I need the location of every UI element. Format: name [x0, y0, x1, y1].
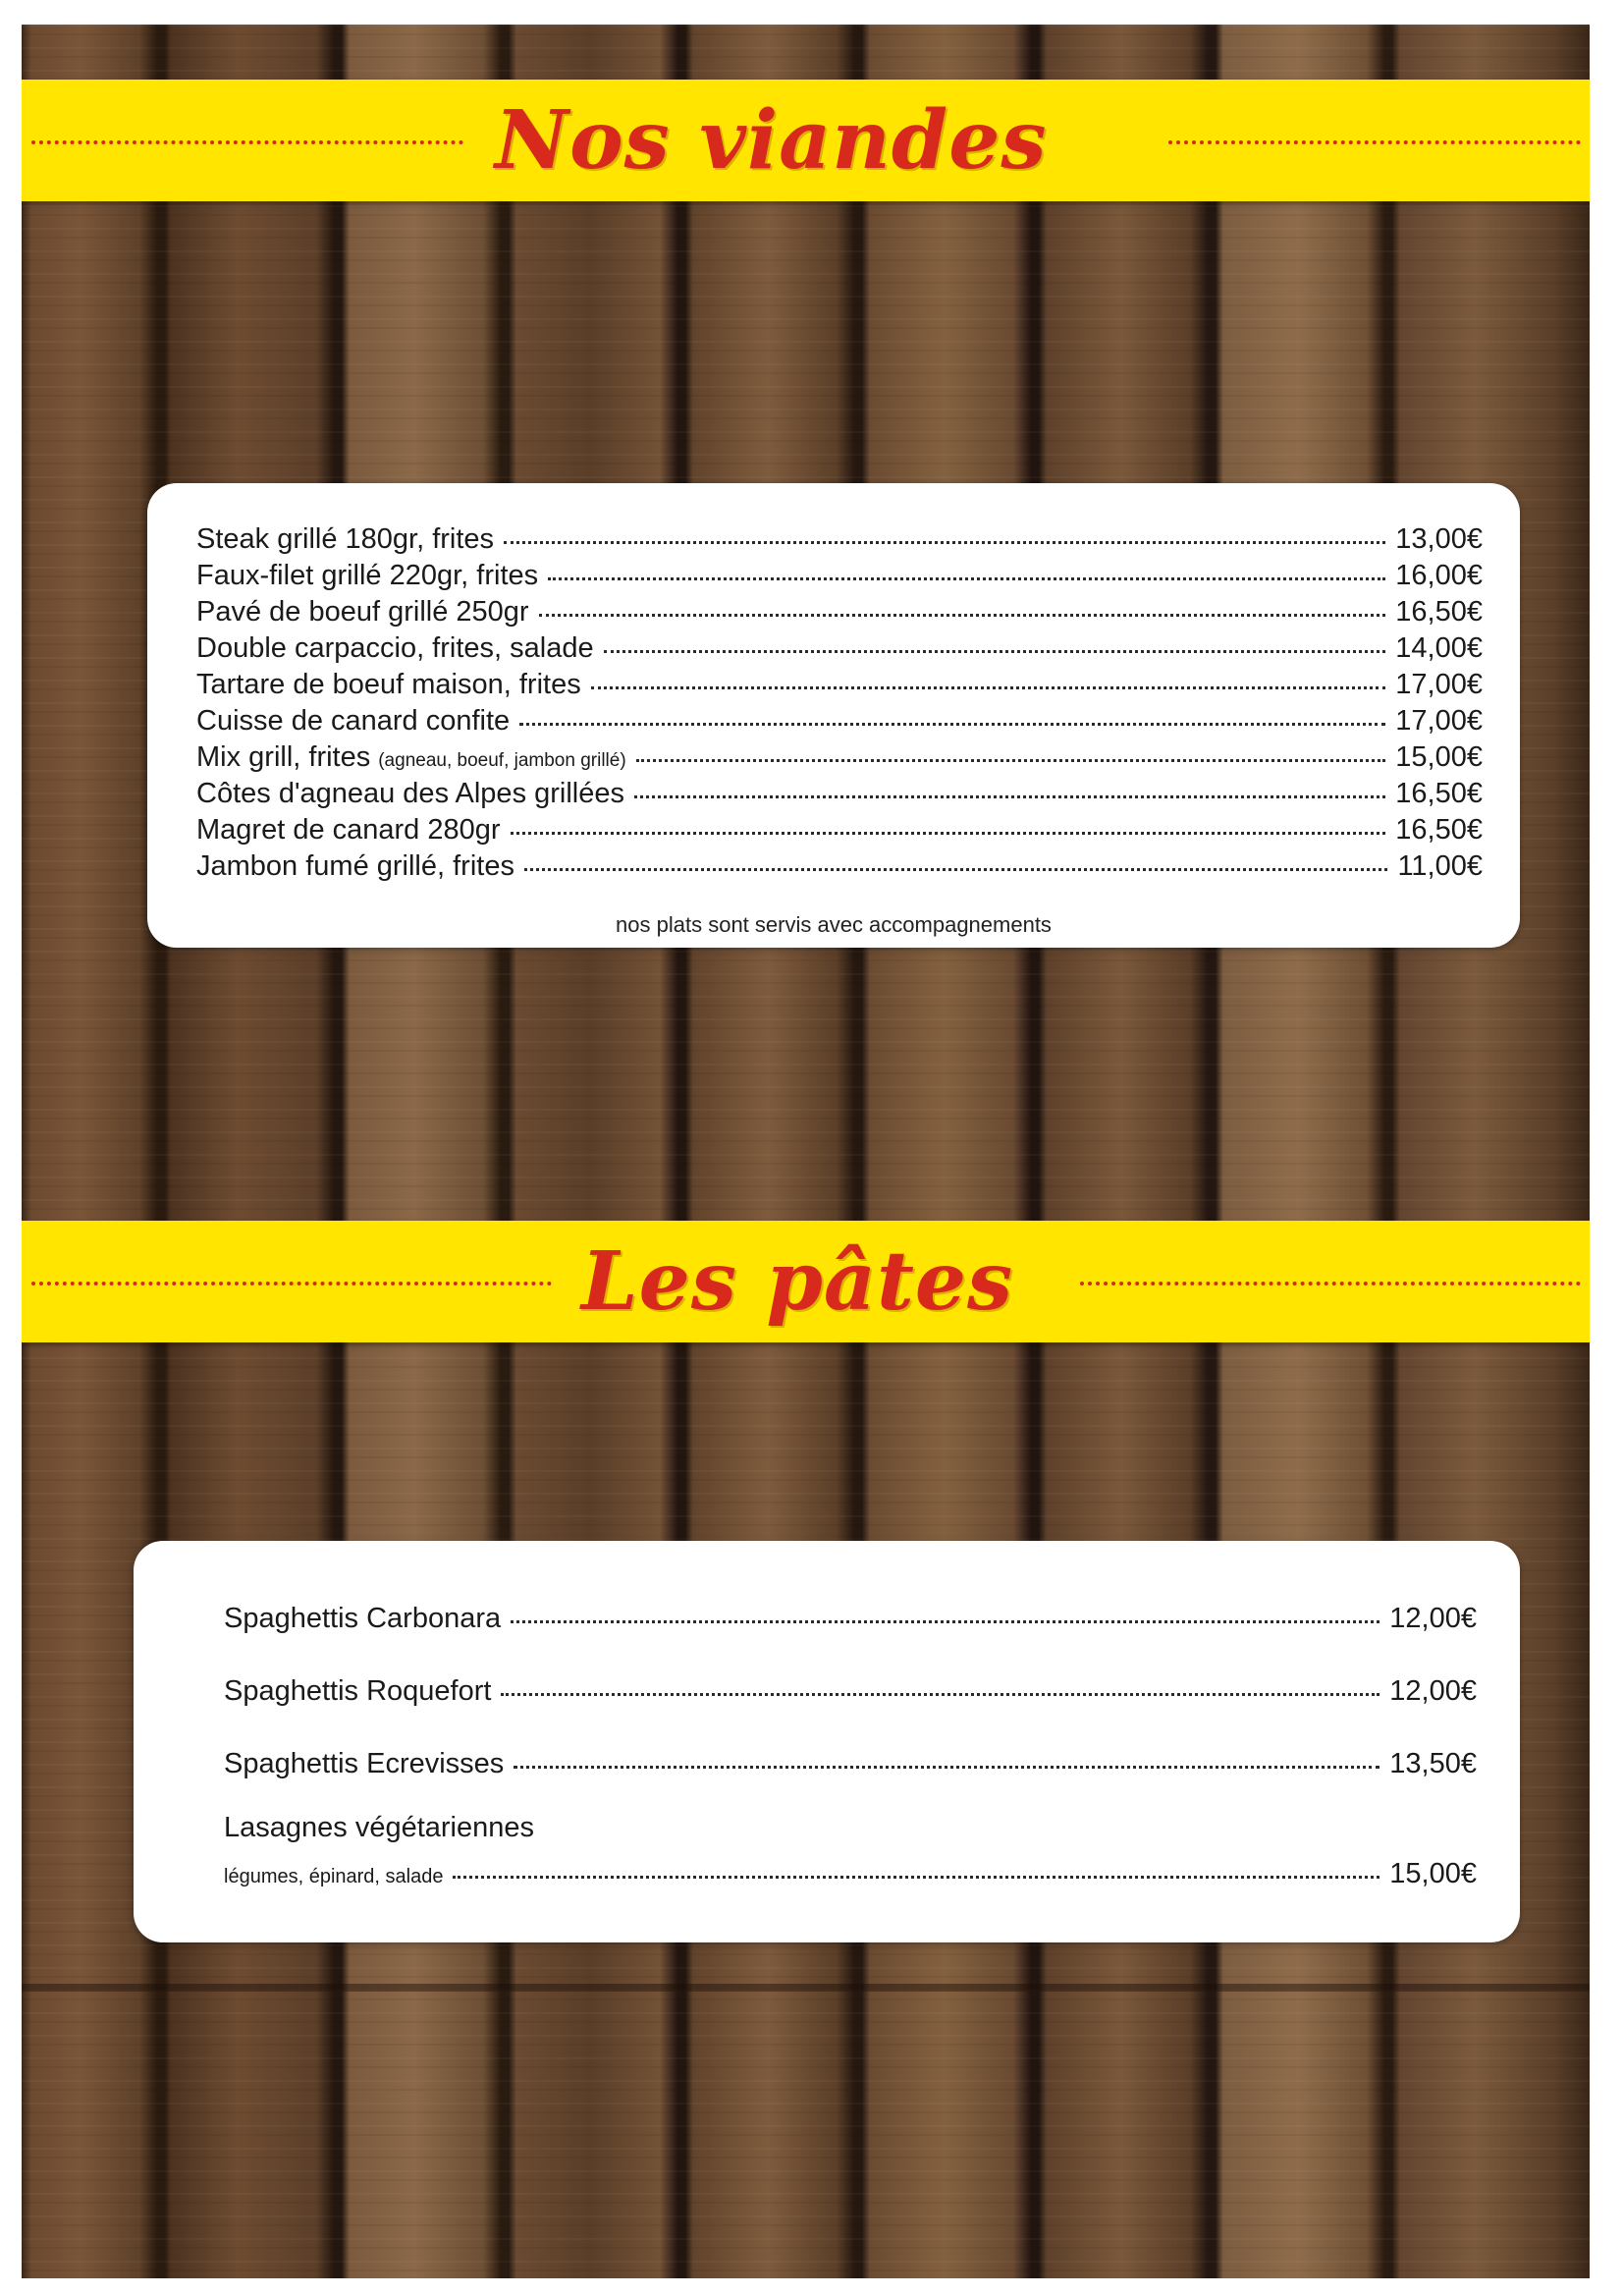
item-price: 15,00€	[1395, 741, 1483, 773]
dot-leader	[604, 650, 1386, 653]
pasta-section-title: Les pâtes	[581, 1234, 1014, 1329]
item-name: Spaghettis Roquefort	[224, 1675, 492, 1707]
menu-item	[224, 1603, 1477, 1638]
menu-item	[224, 1858, 1477, 1893]
left-dotted-rule	[31, 1282, 552, 1285]
menu-item	[196, 778, 1483, 813]
menu-item	[196, 596, 1483, 631]
dot-leader	[514, 1766, 1380, 1769]
item-name: Côtes d'agneau des Alpes grillées	[196, 778, 624, 809]
item-price: 12,00€	[1389, 1603, 1477, 1634]
dot-leader	[511, 1620, 1380, 1623]
item-price: 13,50€	[1389, 1748, 1477, 1779]
item-name: Jambon fumé grillé, frites	[196, 850, 514, 882]
item-price: 13,00€	[1395, 523, 1483, 555]
item-price: 16,50€	[1395, 778, 1483, 809]
pasta-title-band	[22, 1221, 1590, 1342]
menu-item	[196, 741, 1483, 777]
item-name: Mix grill, frites	[196, 741, 371, 773]
menu-item	[196, 669, 1483, 704]
dot-leader	[524, 868, 1387, 871]
right-dotted-rule	[1080, 1282, 1581, 1285]
dot-leader	[539, 614, 1386, 617]
dot-leader	[511, 832, 1386, 835]
item-note: (agneau, boeuf, jambon grillé)	[378, 750, 626, 771]
meats-section-title: Nos viandes	[495, 93, 1048, 188]
menu-item	[224, 1748, 1477, 1783]
pasta-menu-card	[134, 1541, 1520, 1942]
right-dotted-rule	[1168, 140, 1581, 144]
item-name: Faux-filet grillé 220gr, frites	[196, 560, 539, 591]
menu-item	[196, 523, 1483, 559]
item-price: 16,50€	[1395, 596, 1483, 628]
menu-item	[196, 814, 1483, 849]
meats-footnote: nos plats sont servis avec accompagnements	[616, 912, 1052, 937]
item-detail: légumes, épinard, salade	[224, 1866, 444, 1887]
dot-leader	[636, 759, 1386, 762]
dot-leader	[504, 541, 1385, 544]
item-price: 12,00€	[1389, 1675, 1477, 1707]
menu-item	[196, 850, 1483, 886]
item-name: Spaghettis Carbonara	[224, 1603, 502, 1634]
menu-item	[196, 560, 1483, 595]
dot-leader	[519, 723, 1385, 726]
dot-leader	[591, 686, 1386, 689]
item-name: Steak grillé 180gr, frites	[196, 523, 495, 555]
dot-leader	[501, 1693, 1380, 1696]
item-price: 14,00€	[1395, 632, 1483, 664]
item-name: Double carpaccio, frites, salade	[196, 632, 594, 664]
item-name: Spaghettis Ecrevisses	[224, 1748, 505, 1779]
left-dotted-rule	[31, 140, 463, 144]
dot-leader	[453, 1876, 1380, 1879]
item-price: 16,50€	[1395, 814, 1483, 846]
item-price: 17,00€	[1395, 705, 1483, 737]
dot-leader	[548, 577, 1385, 580]
item-name: Pavé de boeuf grillé 250gr	[196, 596, 529, 628]
item-price: 17,00€	[1395, 669, 1483, 700]
menu-item	[196, 705, 1483, 740]
dot-leader	[634, 795, 1385, 798]
meats-menu-card	[147, 483, 1520, 948]
lasagne-name: Lasagnes végétariennes	[224, 1812, 535, 1843]
item-name: Cuisse de canard confite	[196, 705, 511, 737]
meats-title-band	[22, 80, 1590, 201]
item-price: 16,00€	[1395, 560, 1483, 591]
item-price: 15,00€	[1389, 1858, 1477, 1889]
menu-item	[196, 632, 1483, 668]
item-name: Magret de canard 280gr	[196, 814, 501, 846]
item-name: Tartare de boeuf maison, frites	[196, 669, 581, 700]
menu-item	[224, 1675, 1477, 1711]
item-price: 11,00€	[1397, 850, 1483, 882]
menu-page	[22, 25, 1590, 2278]
